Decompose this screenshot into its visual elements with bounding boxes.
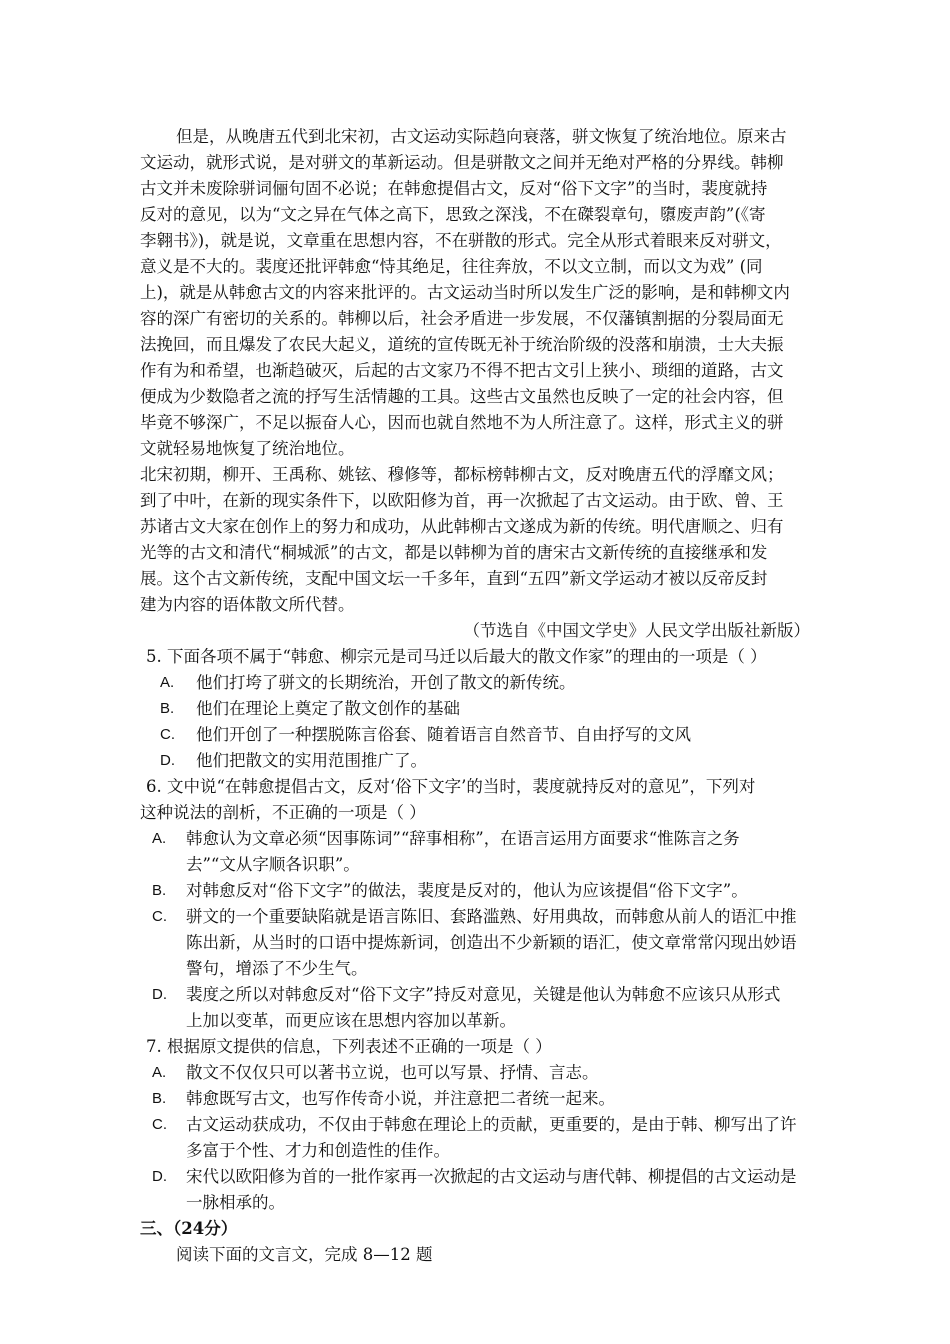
passage-line: 到了中叶，在新的现实条件下，以欧阳修为首，再一次掀起了古文运动。由于欧、曾、王 <box>140 491 784 510</box>
passage-line: 作有为和希望，也渐趋破灭，后起的古文家乃不得不把古文引上狭小、琐细的道路，古文 <box>140 361 784 380</box>
option-label: A. <box>152 1064 167 1081</box>
passage-line: 光等的古文和清代“桐城派”的古文，都是以韩柳为首的唐宋古文新传统的直接继承和发 <box>140 543 768 562</box>
passage-line: 古文并未废除骈词俪句固不必说；在韩愈提倡古文，反对“俗下文字”的当时，裴度就持 <box>140 179 768 198</box>
passage-line: 北宋初期，柳开、王禹称、姚铉、穆修等，都标榜韩柳古文，反对晚唐五代的浮靡文风； <box>140 465 784 484</box>
option-label: C. <box>160 726 175 743</box>
option-label: A. <box>160 674 175 691</box>
option-text: 警句，增添了不少生气。 <box>186 959 368 978</box>
option-label: C. <box>152 908 167 925</box>
section-heading: 三、（24分） <box>140 1219 238 1238</box>
option-text: 一脉相承的。 <box>186 1193 285 1212</box>
option-text: 他们在理论上奠定了散文创作的基础 <box>196 699 460 718</box>
option-label: A. <box>152 830 167 847</box>
option-label: D. <box>152 986 167 1003</box>
option-text: 对韩愈反对“俗下文字”的做法，裴度是反对的，他认为应该提倡“俗下文字”。 <box>186 881 748 900</box>
passage-line: 意义是不大的。裴度还批评韩愈“恃其绝足，往往奔放，不以文立制，而以文为戏” (同 <box>140 257 763 276</box>
option-text: 散文不仅仅只可以著书立说，也可以写景、抒情、言志。 <box>186 1063 599 1082</box>
passage-source: （节选自《中国文学史》人民文学出版社新版） <box>463 621 810 640</box>
option-text: 古文运动获成功，不仅由于韩愈在理论上的贡献，更重要的，是由于韩、柳写出了许 <box>186 1115 797 1134</box>
option-label: B. <box>152 1090 167 1107</box>
passage-line: 苏诸古文大家在创作上的努力和成功，从此韩柳古文遂成为新的传统。明代唐顺之、归有 <box>140 517 784 536</box>
option-text: 他们打垮了骈文的长期统治，开创了散文的新传统。 <box>196 673 576 692</box>
passage-line: 反对的意见，以为“文之异在气体之高下，思致之深浅，不在磔裂章句，隳废声韵”(《寄 <box>140 205 766 224</box>
option-text: 韩愈认为文章必须“因事陈词”“辞事相称”，在语言运用方面要求“惟陈言之务 <box>186 829 740 848</box>
option-label: B. <box>152 882 167 899</box>
option-label: C. <box>152 1116 167 1133</box>
passage-line: 文就轻易地恢复了统治地位。 <box>140 439 355 458</box>
passage-line: 展。这个古文新传统，支配中国文坛一千多年，直到“五四”新文学运动才被以反帝反封 <box>140 569 768 588</box>
passage-line: 便成为少数隐者之流的抒写生活情趣的工具。这些古文虽然也反映了一定的社会内容，但 <box>140 387 784 406</box>
passage-line: 容的深广有密切的关系的。韩柳以后，社会矛盾进一步发展，不仅藩镇割据的分裂局面无 <box>140 309 784 328</box>
option-label: D. <box>160 752 175 769</box>
option-text: 宋代以欧阳修为首的一批作家再一次掀起的古文运动与唐代韩、柳提倡的古文运动是 <box>186 1167 797 1186</box>
option-label: D. <box>152 1168 167 1185</box>
question-stem: 5. 下面各项不属于“韩愈、柳宗元是司马迁以后最大的散文作家”的理由的一项是（ ） <box>146 647 767 666</box>
option-text: 他们把散文的实用范围推广了。 <box>196 751 427 770</box>
option-text: 上加以变革，而更应该在思想内容加以革新。 <box>186 1011 516 1030</box>
section-instruction: 阅读下面的文言文，完成 8—12 题 <box>176 1245 433 1264</box>
option-text: 多富于个性、才力和创造性的佳作。 <box>186 1141 450 1160</box>
question-stem: 7. 根据原文提供的信息，下列表述不正确的一项是（ ） <box>146 1037 552 1056</box>
option-text: 韩愈既写古文，也写作传奇小说，并注意把二者统一起来。 <box>186 1089 615 1108</box>
option-text: 去”“文从字顺各识职”。 <box>186 855 360 874</box>
question-stem: 这种说法的剖析，不正确的一项是（ ） <box>140 803 426 822</box>
question-stem: 6. 文中说“在韩愈提倡古文，反对‘俗下文字’的当时，裴度就持反对的意见”，下列对 <box>146 777 756 796</box>
option-text: 他们开创了一种摆脱陈言俗套、随着语言自然音节、自由抒写的文风 <box>196 725 691 744</box>
option-label: B. <box>160 700 175 717</box>
option-text: 陈出新，从当时的口语中提炼新词，创造出不少新颖的语汇，使文章常常闪现出妙语 <box>186 933 797 952</box>
passage-line: 建为内容的语体散文所代替。 <box>140 595 355 614</box>
passage-line: 法挽回，而且爆发了农民大起义，道统的宣传既无补于统治阶级的没落和崩溃，士大夫振 <box>140 335 784 354</box>
passage-line: 文运动，就形式说，是对骈文的革新运动。但是骈散文之间并无绝对严格的分界线。韩柳 <box>140 153 784 172</box>
passage-line: 但是，从晚唐五代到北宋初，古文运动实际趋向衰落，骈文恢复了统治地位。原来古 <box>176 127 787 146</box>
passage-line: 上)，就是从韩愈古文的内容来批评的。古文运动当时所以发生广泛的影响，是和韩柳文内 <box>140 283 790 302</box>
passage-line: 毕竟不够深广，不足以振奋人心，因而也就自然地不为人所注意了。这样，形式主义的骈 <box>140 413 784 432</box>
option-text: 骈文的一个重要缺陷就是语言陈旧、套路滥熟、好用典故，而韩愈从前人的语汇中推 <box>186 907 797 926</box>
option-text: 裴度之所以对韩愈反对“俗下文字”持反对意见，关键是他认为韩愈不应该只从形式 <box>186 985 781 1004</box>
passage-line: 李翱书》)，就是说，文章重在思想内容，不在骈散的形式。完全从形式着眼来反对骈文， <box>140 231 782 250</box>
